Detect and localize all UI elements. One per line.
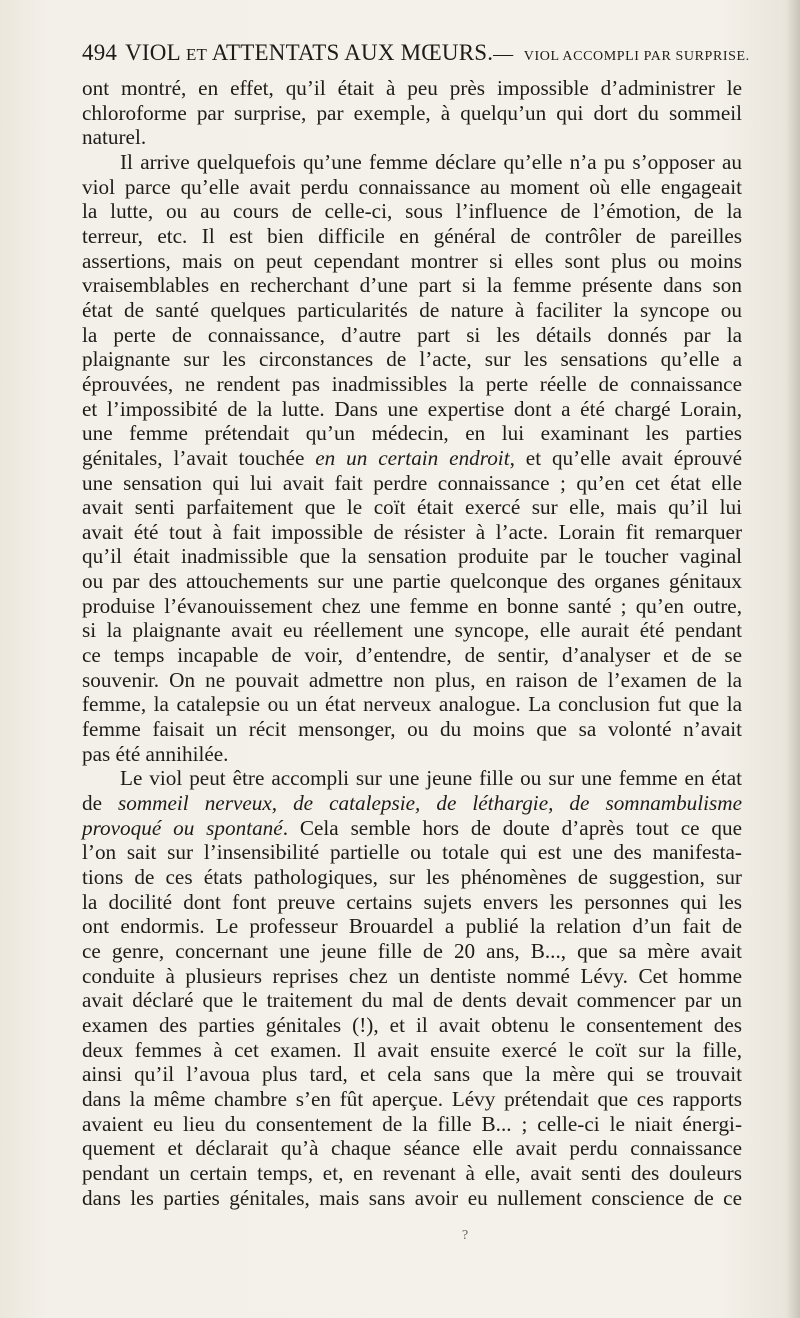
text-line-segment: avait été tout à fait impossible de résister à l’acte. Lorain fit remarquer	[82, 519, 742, 544]
running-title-part-1: VIOL	[125, 40, 186, 65]
stray-mark: ?	[462, 1228, 469, 1243]
text-line-segment: éprouvées, ne rendent pas inadmissibles la perte réelle de connaissance	[82, 371, 742, 396]
text-line	[82, 1038, 742, 1063]
text-line-segment: ce temps incapable de voir, d’entendre, de sentir, d’analyser et de se	[82, 643, 742, 668]
text-line-segment: dans les parties génitales, mais sans avoir eu nullement conscience de ce	[82, 1185, 742, 1210]
text-line	[82, 668, 742, 693]
text-line-segment: tions de ces états pathologiques, sur les phénomènes de suggestion, sur	[82, 865, 742, 889]
text-line	[82, 717, 742, 742]
text-line	[82, 249, 742, 274]
text-line-segment: examen des parties génitales (!), et il avait obtenu le consentement des	[82, 1012, 742, 1037]
text-line	[82, 1087, 742, 1112]
text-line	[82, 323, 742, 348]
text-line-segment: souvenir. On ne pouvait admettre non plus, en raison de l’examen de la	[82, 667, 742, 692]
text-line	[82, 298, 742, 323]
text-line-segment: la docilité dont font preuve certains sujets envers les personnes qui les	[82, 889, 742, 914]
text-line-segment: avait senti parfaitement que le coït était exercé sur elle, mais qu’il lui	[82, 495, 742, 520]
text-line-segment: une femme prétendait qu’un médecin, en lui examinant les parties	[82, 421, 742, 446]
italic-segment: sommeil nerveux, de catalepsie, de léthargie, de somnambulisme	[118, 791, 743, 816]
text-line	[82, 544, 742, 569]
text-line-segment: dans la même chambre s’en fût aperçue. Lévy prétendait que ces rapports	[82, 1086, 742, 1111]
text-line	[82, 865, 742, 890]
text-line	[82, 199, 742, 224]
text-line	[82, 692, 742, 717]
text-line	[82, 224, 742, 249]
italic-segment: provoqué ou spontané	[82, 815, 283, 840]
italic-segment: en un certain endroit	[315, 445, 510, 470]
text-line-segment: Le viol peut être accompli sur une jeune fille ou sur une femme en état	[120, 766, 742, 791]
text-line-segment: plaignante sur les circonstances de l’acte, sur les sensations qu’elle a	[82, 347, 742, 372]
text-line	[82, 791, 742, 816]
text-line-segment: et l’impossibité de la lutte. Dans une expertise dont a été chargé Lorain,	[82, 396, 742, 421]
text-line	[82, 1013, 742, 1038]
text-line	[82, 397, 742, 422]
text-line-segment: terreur, etc. Il est bien difficile en général de contrôler de pareilles	[82, 223, 742, 248]
text-line-segment: l’on sait sur l’insensibilité partielle ou totale qui est une des manifesta-	[82, 840, 742, 865]
text-line-segment: produise l’évanouissement chez une femme en bonne santé ; qu’en outre,	[82, 593, 742, 618]
text-line-segment: état de santé quelques particularités de nature à faciliter la syncope ou	[82, 297, 742, 322]
text-line-segment: ou par des attouchements sur une partie quelconque des organes génitaux	[82, 569, 742, 594]
text-line-segment: une sensation qui lui avait fait perdre connaissance ; qu’en cet état elle	[82, 470, 742, 495]
text-line	[82, 742, 742, 767]
text-line-segment: ont montré, en effet, qu’il était à peu près impossible d’administrer le	[82, 76, 742, 100]
text-line	[82, 495, 742, 520]
text-line-segment: avait déclaré que le traitement du mal de dents devait commencer par un	[82, 988, 742, 1013]
page-number: 494	[82, 40, 118, 65]
text-line-segment: ont endormis. Le professeur Brouardel a publié la relation d’un fait de	[82, 914, 742, 939]
text-line-segment: qu’il était inadmissible que la sensation produite par le toucher vaginal	[82, 544, 742, 569]
text-line-segment: pas été annihilée.	[82, 741, 229, 766]
running-title-small: ET	[185, 45, 208, 64]
text-line	[82, 150, 742, 175]
text-line	[82, 1186, 742, 1211]
text-line-segment: ainsi qu’il l’avoua plus tard, et cela sans que la mère qui se trouvait	[82, 1062, 742, 1087]
text-line	[82, 816, 742, 841]
text-line-segment: vraisemblables en recherchant d’une part si la femme présente dans son	[82, 273, 742, 298]
text-line	[82, 101, 742, 126]
text-line-segment: génitales, l’avait touchée	[82, 445, 316, 470]
running-header-right	[493, 43, 750, 66]
text-line	[82, 594, 742, 619]
text-line	[82, 569, 742, 594]
text-line-segment: si la plaignante avait eu réellement une syncope, elle aurait été pendant	[82, 618, 742, 643]
text-line-segment: femme faisait un récit mensonger, ou du moins que sa volonté n’avait	[82, 717, 742, 742]
page-spine-shadow	[786, 0, 800, 1318]
text-line	[82, 421, 742, 446]
text-line-segment: assertions, mais on peut cependant montrer si elles sont plus ou moins	[82, 248, 742, 273]
text-line	[82, 1136, 742, 1161]
text-line-segment: la perte de connaissance, d’autre part si les détails donnés par la	[82, 322, 742, 347]
text-line	[82, 890, 742, 915]
text-line-segment: viol parce qu’elle avait perdu connaissance au moment où elle engageait	[82, 174, 742, 199]
text-line	[82, 643, 742, 668]
text-line-segment: conduite à plusieurs reprises chez un dentiste nommé Lévy. Cet homme	[82, 963, 742, 988]
text-line-segment: . Cela semble hors de doute d’après tout ce que	[282, 815, 742, 840]
text-line	[82, 76, 742, 101]
text-line	[82, 347, 742, 372]
text-line-segment: avaient eu lieu du consentement de la fille B... ; celle-ci le niait énergi-	[82, 1111, 742, 1136]
text-line	[82, 939, 742, 964]
body-text	[82, 76, 742, 1210]
text-line	[82, 766, 742, 791]
running-title-part-2: ATTENTATS AUX MŒURS.	[207, 40, 494, 65]
text-line	[82, 125, 742, 150]
text-line	[82, 273, 742, 298]
text-line	[82, 175, 742, 200]
text-line	[82, 618, 742, 643]
text-line-segment: la lutte, ou au cours de celle-ci, sous l’influence de l’émotion, de la	[82, 199, 742, 224]
text-line-segment: quement et déclarait qu’à chaque séance elle avait perdu connaissance	[82, 1136, 742, 1161]
text-line-segment: femme, la catalepsie ou un état nerveux analogue. La conclusion fut que la	[82, 692, 742, 717]
text-line-segment: Il arrive quelquefois qu’une femme déclare qu’elle n’a pu s’opposer au	[120, 149, 742, 174]
text-line	[82, 1112, 742, 1137]
text-line	[82, 446, 742, 471]
running-header	[82, 40, 750, 74]
text-line-segment: , et qu’elle avait éprouvé	[509, 445, 742, 470]
text-line-segment: naturel.	[82, 125, 147, 150]
text-line	[82, 471, 742, 496]
text-line-segment: pendant un certain temps, et, en revenant à elle, avait senti des douleurs	[82, 1160, 742, 1185]
text-line	[82, 520, 742, 545]
running-header-left	[82, 40, 493, 66]
section-title: VIOL ACCOMPLI PAR SURPRISE.	[523, 49, 750, 64]
text-line	[82, 964, 742, 989]
text-line	[82, 372, 742, 397]
text-line	[82, 914, 742, 939]
text-line	[82, 988, 742, 1013]
text-line-segment: ce genre, concernant une jeune fille de 20 ans, B..., que sa mère avait	[82, 938, 742, 963]
header-dash: —	[493, 43, 514, 65]
text-line-segment: de	[82, 791, 119, 816]
text-line	[82, 1161, 742, 1186]
text-line-segment: deux femmes à cet examen. Il avait ensuite exercé le coït sur la fille,	[82, 1037, 742, 1062]
text-line-segment: chloroforme par surprise, par exemple, à quelqu’un qui dort du sommeil	[82, 100, 742, 125]
text-line	[82, 840, 742, 865]
text-line	[82, 1062, 742, 1087]
